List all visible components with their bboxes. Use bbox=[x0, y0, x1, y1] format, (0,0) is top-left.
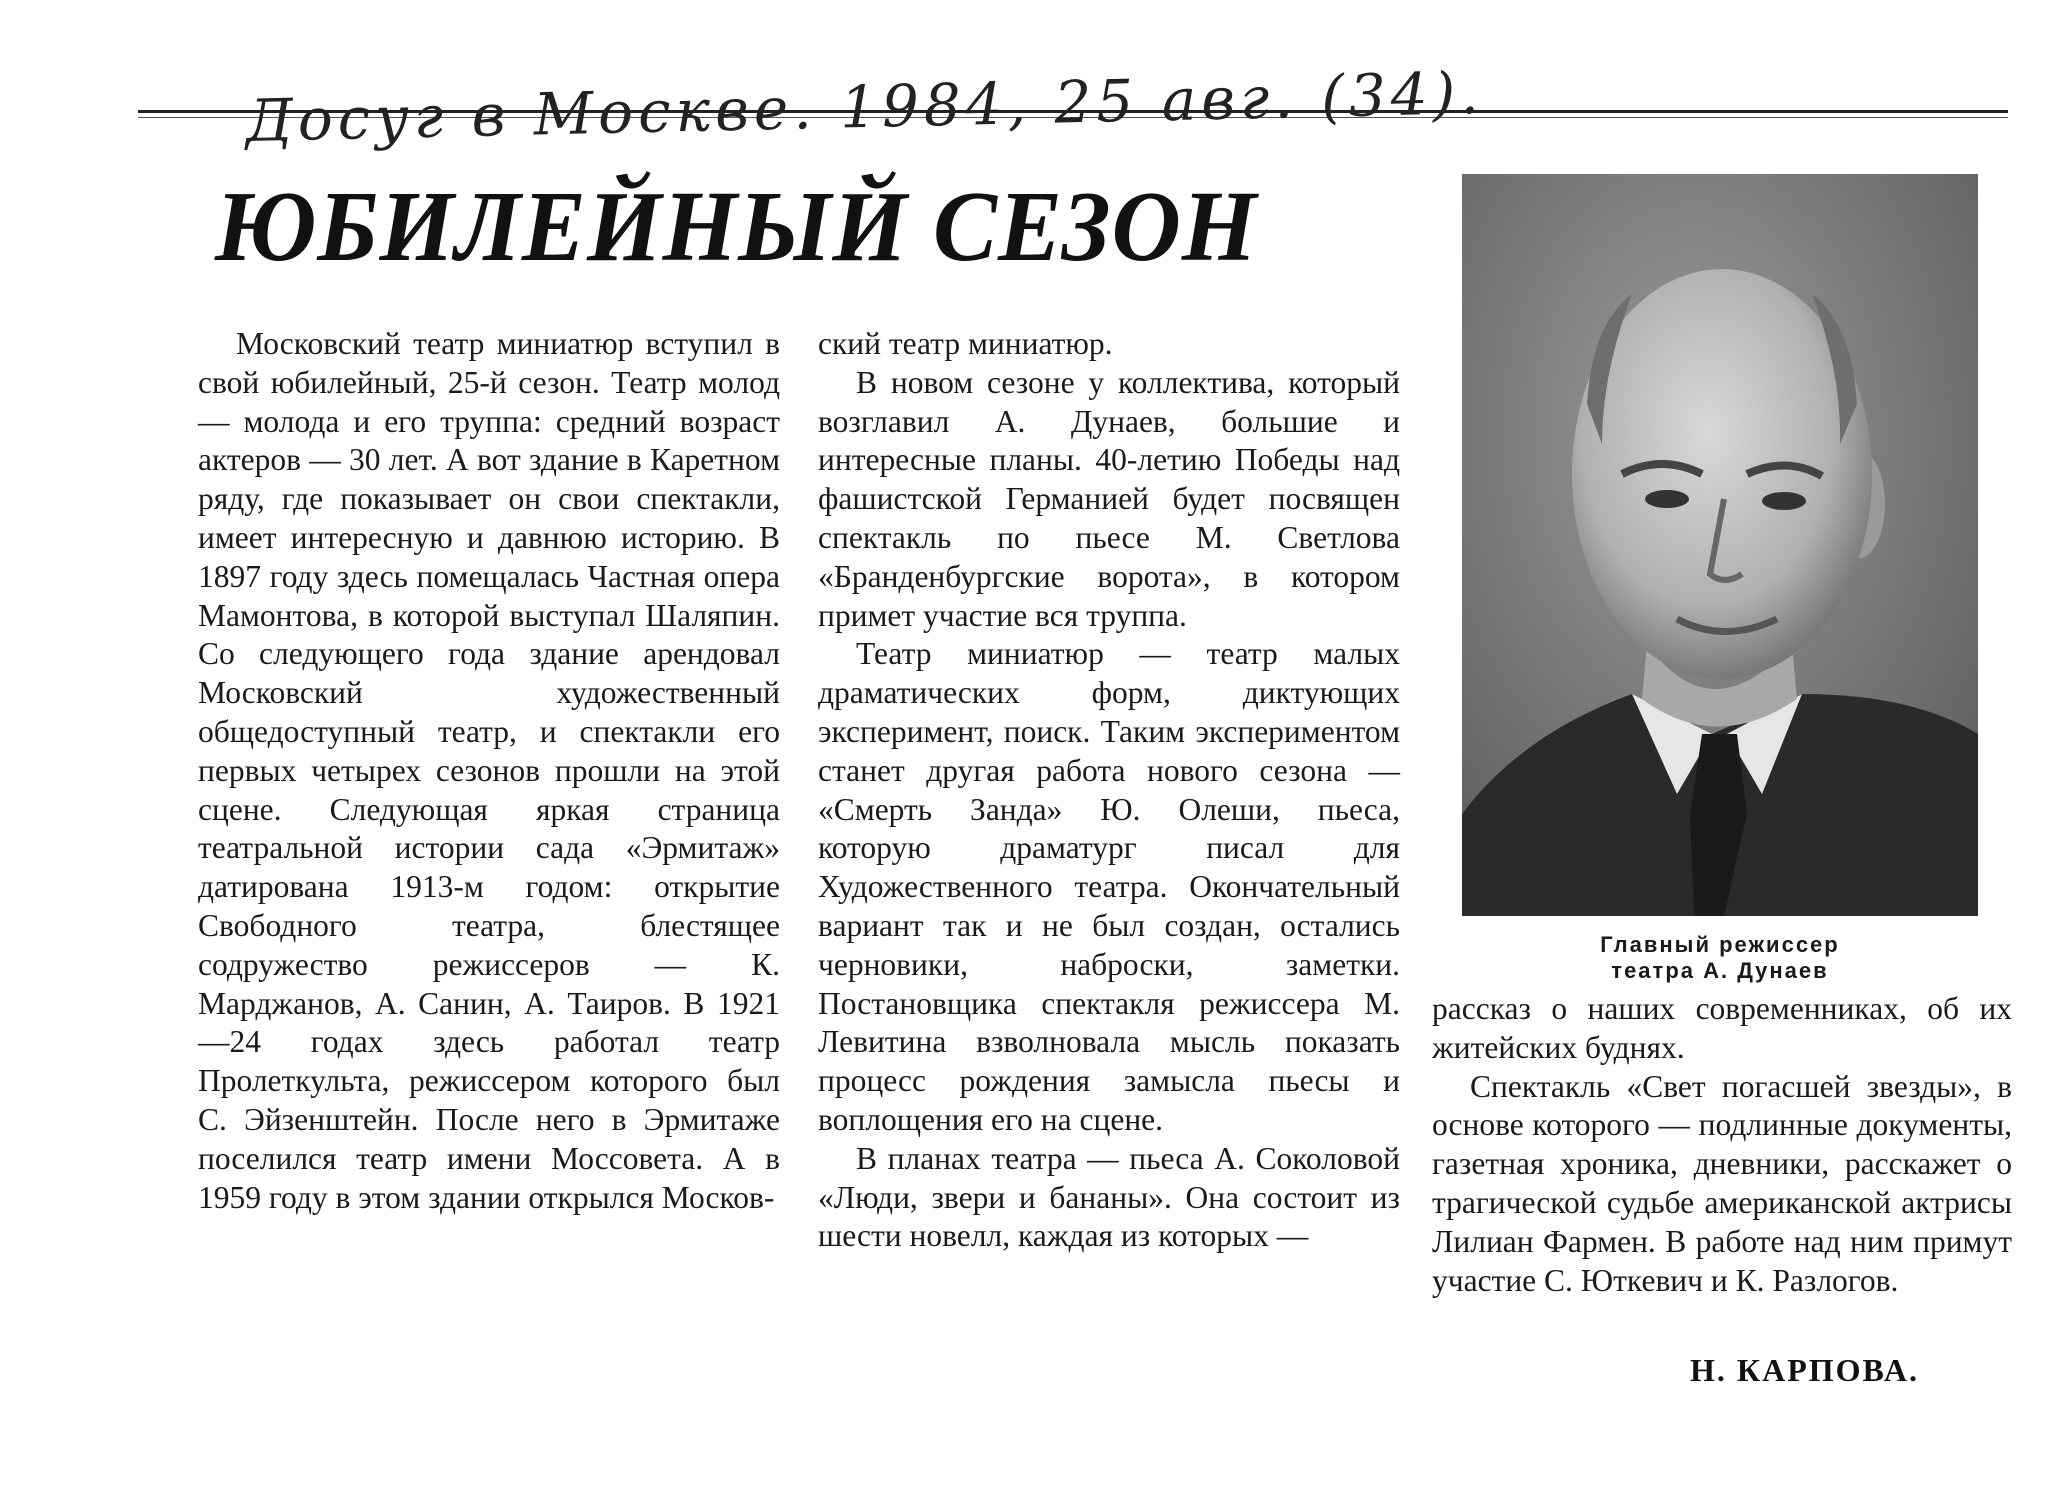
paragraph: Театр миниатюр — театр малых драматических форм, диктующих эксперимент, поиск. Таким экспериментом станет другая работа нового сезона — «Смерть Занда» Ю. Олеши, пьеса, которую драматург писал для Художественного театра. Окончательный вариант так и не был создан, остались черновики, наброски, заметки. Постановщика спектакля режиссера М. Левитина взволновала мысль показать процесс рождения замысла пьесы и воплощения его на сцене. bbox=[818, 636, 1400, 1137]
caption-line-1: Главный режиссер bbox=[1600, 932, 1840, 957]
paragraph-continuation: ский театр миниатюр. bbox=[818, 326, 1113, 361]
portrait-image bbox=[1462, 174, 1978, 916]
caption-line-2: театра А. Дунаев bbox=[1611, 958, 1829, 983]
article-column-3 bbox=[1432, 990, 2012, 1300]
paragraph: В новом сезоне у коллектива, который возглавил А. Дунаев, большие и интересные планы. 40-летию Победы над фашистской Германией будет посвящен спектакль по пьесе М. Светлова «Бранденбургские ворота», в котором примет участие вся труппа. bbox=[818, 364, 1400, 633]
headline: ЮБИЛЕЙНЫЙ СЕЗОН bbox=[215, 169, 1258, 283]
article-column-1 bbox=[198, 325, 780, 1217]
paragraph: Спектакль «Свет погасшей звезды», в основе которого — подлинные документы, газетная хроника, дневники, расскажет о трагической судьбе американской актрисы Лилиан Фармен. В работе над ним примут участие С. Юткевич и К. Разлогов. bbox=[1432, 1068, 2012, 1298]
handwritten-source-note: Досуг в Москве. 1984, 25 авг. (34). bbox=[244, 58, 1485, 155]
article-column-2 bbox=[818, 325, 1400, 1256]
paragraph-continuation: рассказ о наших современниках, об их житейских буднях. bbox=[1432, 991, 2012, 1065]
paragraph: В планах театра — пьеса А. Соколовой «Люди, звери и бананы». Она состоит из шести новелл, каждая из которых — bbox=[818, 1140, 1400, 1254]
photo-caption bbox=[1462, 932, 1978, 984]
paragraph: Московский театр миниатюр вступил в свой юбилейный, 25-й сезон. Театр молод — молода и его труппа: средний возраст актеров — 30 лет. А вот здание в Каретном ряду, где показывает он свои спектакли, имеет интересную и давнюю историю. В 1897 году здесь помещалась Частная опера Мамонтова, в которой выступал Шаляпин. Со следующего года здание арендовал Московский художественный общедоступный театр, и спектакли его первых четырех сезонов прошли на этой сцене. Следующая яркая страница театральной истории сада «Эрмитаж» датирована 1913-м годом: открытие Свободного театра, блестящее содружество режиссеров — К. Марджанов, А. Санин, А. Таиров. В 1921—24 годах здесь работал театр Пролеткульта, режиссером которого был С. Эйзенштейн. После него в Эрмитаже поселился театр имени Моссовета. А в 1959 году в этом здании открылся Москов- bbox=[198, 326, 780, 1215]
author-signature: Н. КАРПОВА. bbox=[1690, 1352, 1919, 1388]
director-photo bbox=[1462, 174, 1978, 916]
